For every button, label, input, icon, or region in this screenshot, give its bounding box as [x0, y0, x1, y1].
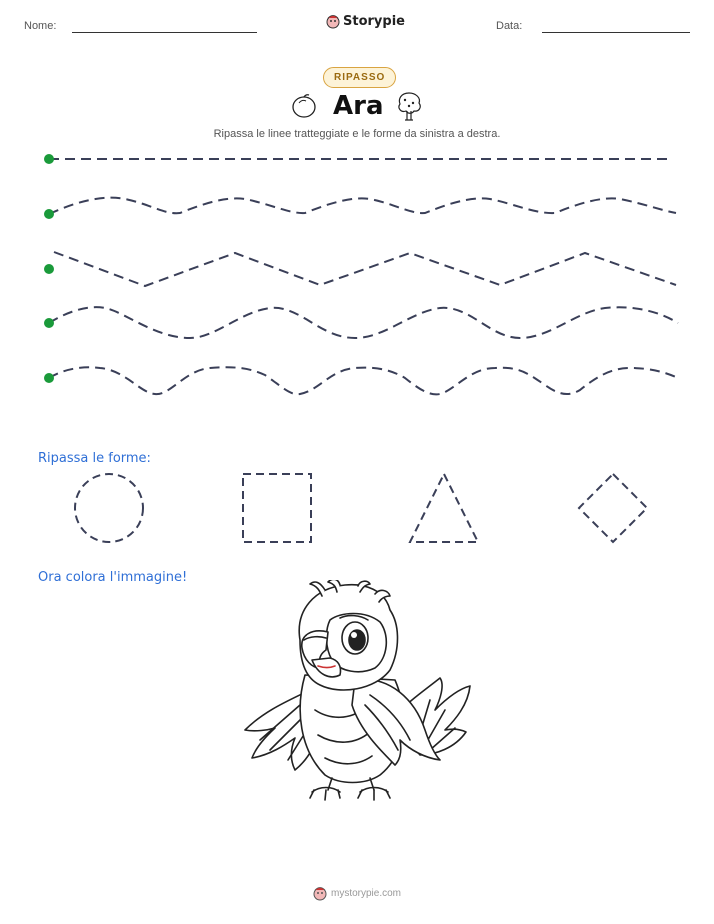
footer: [0, 886, 714, 901]
start-dot-3: [44, 264, 54, 274]
name-label: Nome:: [24, 20, 57, 32]
brand-name: Storypie: [343, 14, 405, 29]
name-line[interactable]: [72, 32, 257, 33]
shape-circle: [75, 474, 143, 542]
coloring-heading: Ora colora l'immagine!: [38, 570, 188, 585]
trace-line-zigzag: [54, 252, 676, 286]
date-label: Data:: [496, 20, 523, 32]
trace-line-wave: [49, 198, 676, 214]
tracing-shapes: [0, 465, 714, 550]
shape-diamond: [579, 474, 647, 542]
page-title: Ara: [333, 91, 384, 121]
plum-icon: [290, 93, 318, 119]
date-line[interactable]: [542, 32, 690, 33]
trace-line-wave-2: [49, 307, 678, 338]
start-dot-1: [44, 154, 54, 164]
shape-square: [243, 474, 311, 542]
review-badge: RIPASSO: [323, 67, 396, 88]
brand-logo: [326, 14, 405, 29]
start-dot-5: [44, 373, 54, 383]
shape-triangle: [410, 474, 478, 542]
instructions: Ripassa le linee tratteggiate e le forme da sinistra a destra.: [213, 128, 501, 140]
tracing-lines: [0, 140, 714, 410]
parrot-coloring-image[interactable]: [240, 580, 475, 812]
start-dot-2: [44, 209, 54, 219]
storypie-footer-icon: [313, 886, 327, 901]
tree-icon: [394, 90, 424, 122]
shapes-heading: Ripassa le forme:: [38, 451, 151, 466]
trace-line-bumpy: [49, 367, 678, 394]
storypie-mascot-icon: [326, 14, 340, 29]
start-dot-4: [44, 318, 54, 328]
footer-url[interactable]: mystorypie.com: [330, 888, 401, 899]
